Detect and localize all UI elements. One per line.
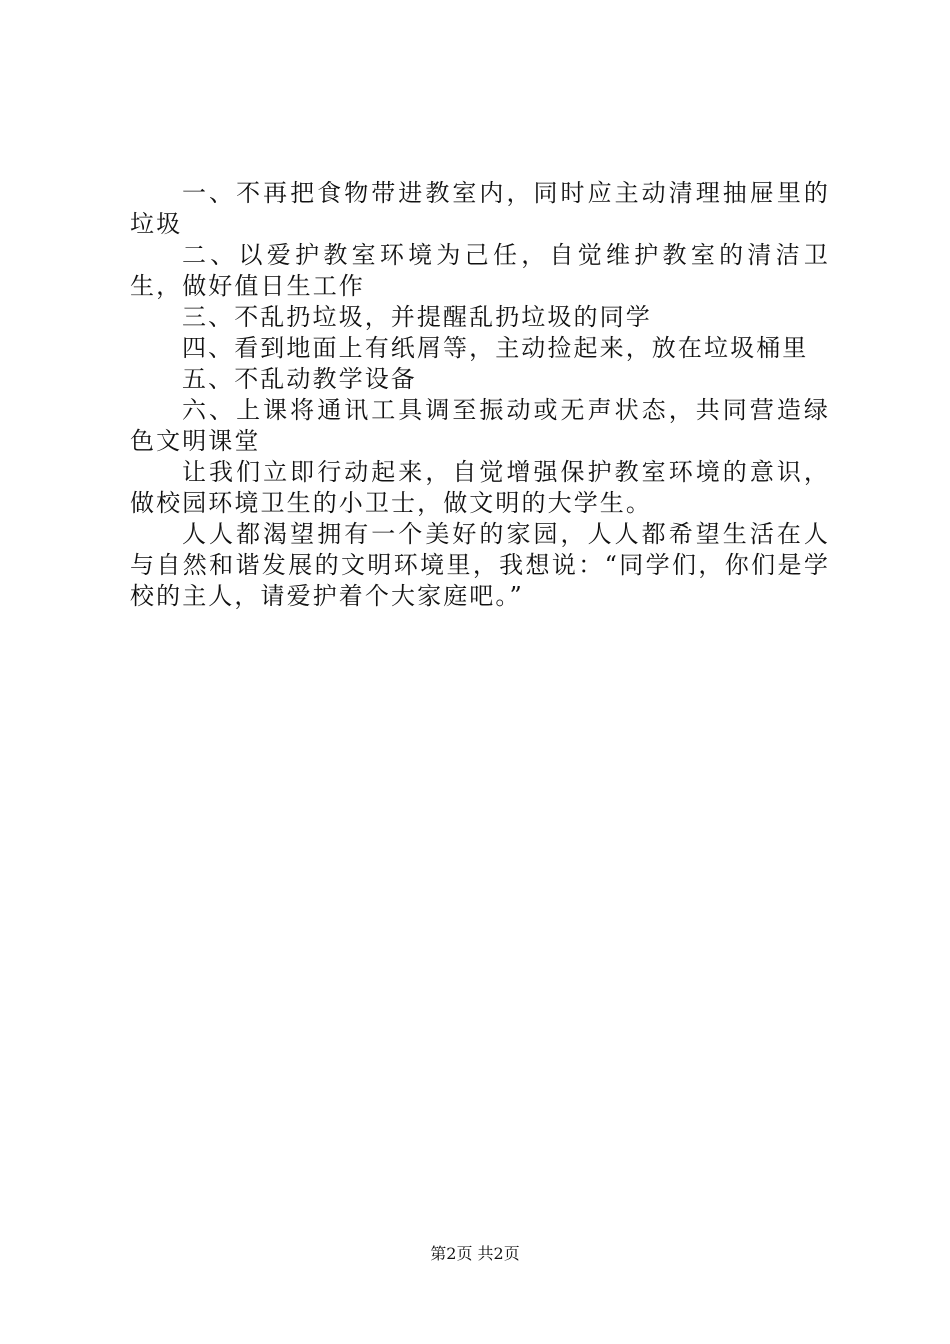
paragraph-call-to-action: 让我们立即行动起来，自觉增强保护教室环境的意识，做校园环境卫生的小卫士，做文明的大学生。: [130, 458, 830, 517]
document-body: [130, 178, 830, 612]
paragraph-rule-5: 五、不乱动教学设备: [182, 365, 417, 393]
paragraph-rule-6: 六、上课将通讯工具调至振动或无声状态，共同营造绿色文明课堂: [130, 396, 830, 455]
paragraph-rule-1: 一、不再把食物带进教室内，同时应主动清理抽屉里的垃圾: [130, 179, 830, 238]
paragraph-rule-4: 四、看到地面上有纸屑等，主动捡起来，放在垃圾桶里: [182, 334, 809, 362]
page-number-footer: 第2页 共2页: [430, 1244, 520, 1263]
paragraph-rule-3: 三、不乱扔垃圾，并提醒乱扔垃圾的同学: [182, 303, 652, 331]
paragraph-closing: 人人都渴望拥有一个美好的家园，人人都希望生活在人与自然和谐发展的文明环境里，我想说：“同学们，你们是学校的主人，请爱护着个大家庭吧。”: [130, 520, 830, 610]
paragraph-rule-2: 二、以爱护教室环境为己任，自觉维护教室的清洁卫生，做好值日生工作: [130, 241, 830, 300]
